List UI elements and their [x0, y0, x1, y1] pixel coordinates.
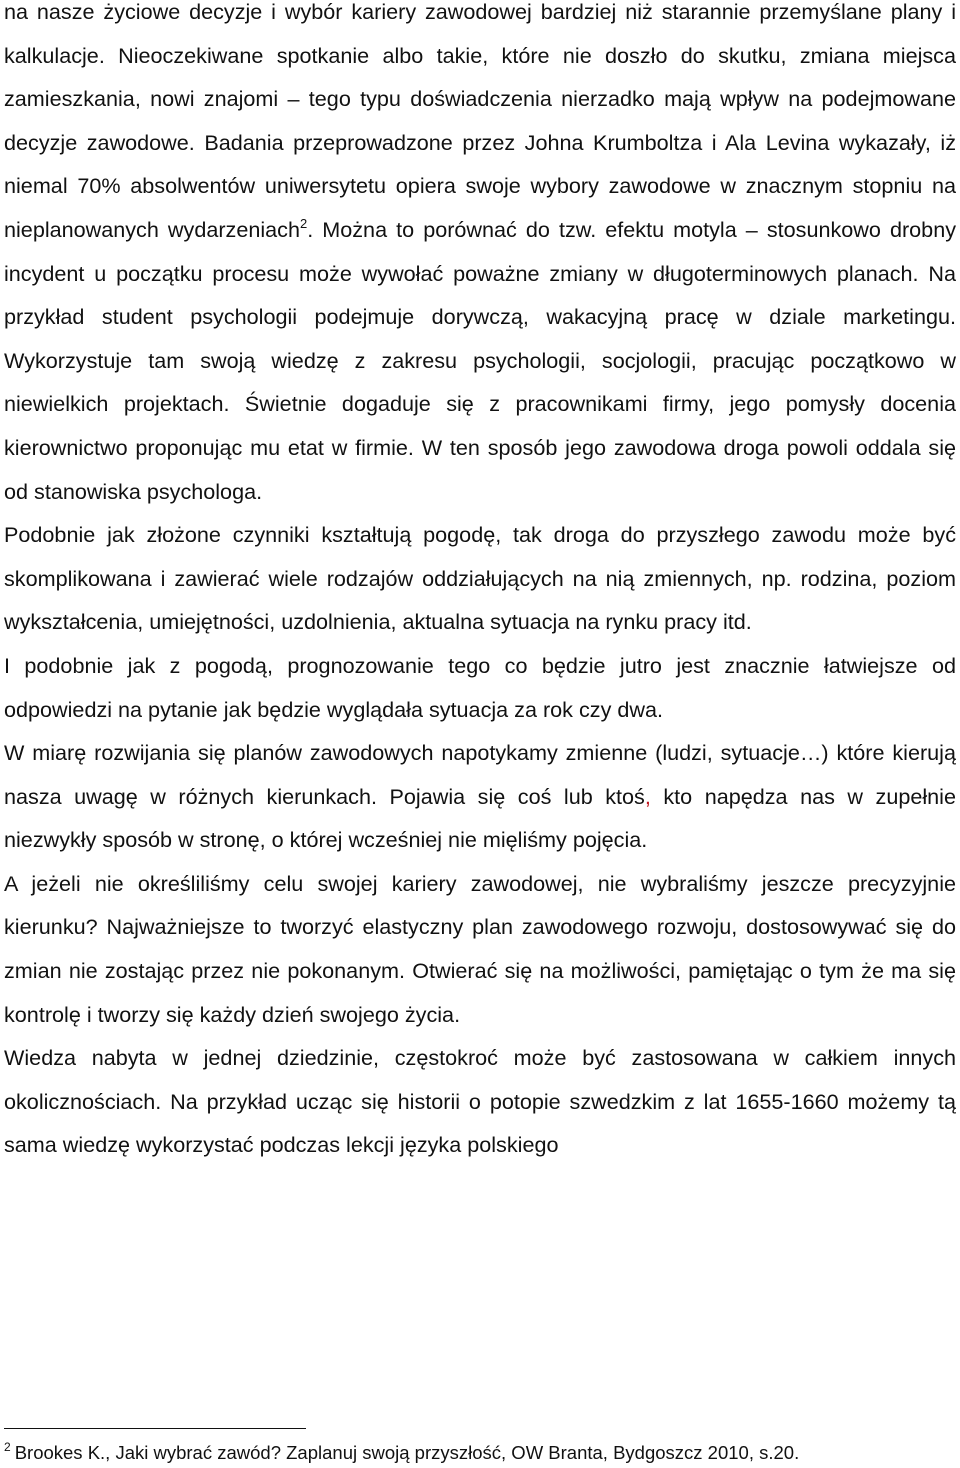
document-page: [4, 0, 956, 1167]
footnote: [4, 1440, 954, 1466]
paragraph-6: Wiedza nabyta w jednej dziedzinie, częstokroć może być zastosowana w całkiem innych okolicznościach. Na przykład ucząc się historii o potopie szwedzkim z lat 1655-1660 możemy tą sama wiedzę wykorzystać podczas lekcji języka polskiego: [4, 1045, 956, 1158]
paragraph-4-text-a: W miarę rozwijania się planów zawodowych napotykamy zmienne (ludzi, sytuacje…) które kierują nasza uwagę w różnych kierunkach. Pojawia się coś lub ktoś: [4, 740, 956, 809]
footnote-reference: 2: [299, 215, 308, 231]
footnote-mark: 2: [4, 1440, 11, 1454]
paragraph-1: [4, 0, 956, 513]
paragraph-5: A jeżeli nie określiliśmy celu swojej kariery zawodowej, nie wybraliśmy jeszcze precyzyjnie kierunku? Najważniejsze to tworzyć elastyczny plan zawodowego rozwoju, dostosowywać się do zmian nie zostając przez nie pokonanym. Otwierać się na możliwości, pamiętając o tym że ma się kontrolę i tworzy się każdy dzień swojego życia.: [4, 870, 956, 1027]
paragraph-2: Podobnie jak złożone czynniki kształtują pogodę, tak droga do przyszłego zawodu może być skomplikowana i zawierać wiele rodzajów oddziałujących na nią zmiennych, np. rodzina, poziom wykształcenia, umiejętności, uzdolnienia, aktualna sytuacja na rynku pracy itd.: [4, 522, 956, 635]
footnote-text: Brookes K., Jaki wybrać zawód? Zaplanuj swoją przyszłość, OW Branta, Bydgoszcz 2010, s.20.: [14, 1442, 800, 1463]
footnote-separator: [4, 1428, 306, 1429]
paragraph-4: [4, 731, 956, 862]
paragraph-4-red-comma: ,: [644, 783, 651, 809]
paragraph-4-text-b: kto napędza nas w zupełnie niezwykły sposób w stronę, o której wcześniej nie mięliśmy pojęcia.: [4, 783, 956, 853]
paragraph-1-text-b: . Można to porównać do tzw. efektu motyla – stosunkowo drobny incydent u początku procesu może wywołać poważne zmiany w długoterminowych planach. Na przykład student psychologii podejmuje dorywczą, wakacyjną pracę w dziale marketingu. Wykorzystuje tam swoją wiedzę z zakresu psychologii, socjologii, pracując początkowo w niewielkich projektach. Świetnie dogaduje się z pracownikami firmy, jego pomysły docenia kierownictwo proponując mu etat w firmie. W ten sposób jego zawodowa droga powoli oddala się od stanowiska psychologa.: [4, 216, 956, 504]
paragraph-1-text-a: na nasze życiowe decyzje i wybór kariery zawodowej bardziej niż starannie przemyślane plany i kalkulacje. Nieoczekiwane spotkanie albo takie, które nie doszło do skutku, zmiana miejsca zamieszkania, nowi znajomi – tego typu doświadczenia nierzadko mają wpływ na podejmowane decyzje zawodowe. Badania przeprowadzone przez Johna Krumboltza i Ala Levina wykazały, iż niemal 70% absolwentów uniwersytetu opiera swoje wybory zawodowe w znacznym stopniu na nieplanowanych wydarzeniach: [4, 0, 956, 242]
paragraph-3: I podobnie jak z pogodą, prognozowanie tego co będzie jutro jest znacznie łatwiejsze od odpowiedzi na pytanie jak będzie wyglądała sytuacja za rok czy dwa.: [4, 652, 956, 722]
